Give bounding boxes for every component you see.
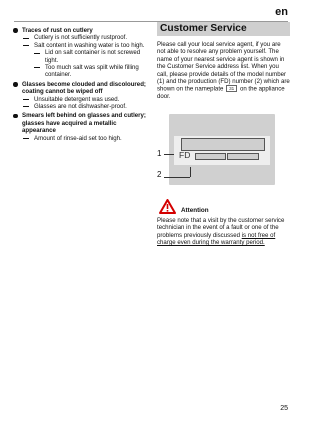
- fd-label: FD: [179, 149, 191, 160]
- intro-text-end: on the appliance door.: [157, 85, 285, 101]
- sub-item-text: Cutlery is not sufficiently rustproof.: [34, 34, 128, 42]
- note-underlined-text: is not free of charge even during the warranty period.: [157, 231, 276, 246]
- nameplate: [174, 136, 270, 165]
- sub-item: [23, 103, 149, 110]
- section-heading: Customer Service: [157, 22, 290, 36]
- dash-icon: [34, 67, 40, 68]
- sub-item-text: Glasses are not dishwasher-proof.: [34, 103, 127, 111]
- appliance-door: [169, 114, 275, 185]
- attention-label: Attention: [181, 206, 209, 214]
- page-number: 25: [280, 405, 288, 412]
- troubleshooting-list: [13, 27, 149, 144]
- item-title: Traces of rust on cutlery: [22, 27, 93, 34]
- sub-sub-item: [34, 64, 149, 79]
- warning-icon: [159, 199, 176, 214]
- sub-sub-item: [34, 49, 149, 64]
- bullet-icon: [13, 28, 18, 33]
- fd-number-field: [195, 153, 226, 160]
- list-item: [13, 81, 149, 111]
- dash-icon: [23, 45, 29, 46]
- item-title: Glasses become clouded and discoloured; coating cannot be wiped off: [22, 80, 146, 96]
- list-item: [13, 112, 149, 142]
- attention-block: [157, 199, 290, 217]
- callout-1: 1: [157, 148, 162, 158]
- callout-1-line: [164, 154, 174, 155]
- dash-icon: [23, 138, 29, 139]
- callout-2-line-vertical: [190, 167, 191, 177]
- item-title: Smears left behind on glasses and cutlery; glasses have acquired a metallic appearance: [22, 112, 146, 135]
- callout-2-line: [164, 177, 190, 178]
- language-label: en: [275, 6, 288, 18]
- sub-item-text: Unsuitable detergent was used.: [34, 95, 120, 103]
- sub-item-text: Salt content in washing water is too high.: [34, 41, 145, 49]
- customer-service-section: [157, 22, 290, 246]
- sub-item: [23, 42, 149, 49]
- sub-sub-item-text: Lid on salt container is not screwed tight.: [45, 49, 141, 64]
- sub-item: [23, 34, 149, 41]
- model-number-field: [181, 138, 265, 151]
- sub-item-text: Amount of rinse-aid set too high.: [34, 134, 122, 142]
- note-text: Please note that a visit by the customer service technician in the event of a fault or one of the problems previously discussed: [157, 216, 285, 239]
- intro-paragraph: [157, 41, 290, 101]
- dash-icon: [23, 106, 29, 107]
- dash-icon: [23, 38, 29, 39]
- bullet-icon: [13, 114, 18, 119]
- sub-item: [23, 96, 149, 103]
- intro-text: Please call your local service agent, if you are not able to resolve any problem yourself. The name of your nearest service agent is shown in the Customer Service address list. When you call, please provide details of the model number (1) and the production (FD) number (2) which are shown on the nameplate: [157, 41, 290, 93]
- fd-number-field-2: [227, 153, 259, 160]
- sub-sub-item-text: Too much salt was spilt while filling container.: [45, 64, 139, 79]
- warranty-note: [157, 217, 290, 247]
- callout-2: 2: [157, 169, 162, 179]
- dash-icon: [23, 99, 29, 100]
- bullet-icon: [13, 82, 18, 87]
- sub-item: [23, 135, 149, 142]
- nameplate-figure: [157, 114, 290, 190]
- dash-icon: [34, 53, 40, 54]
- page-reference: 31: [226, 85, 237, 92]
- list-item: [13, 27, 149, 79]
